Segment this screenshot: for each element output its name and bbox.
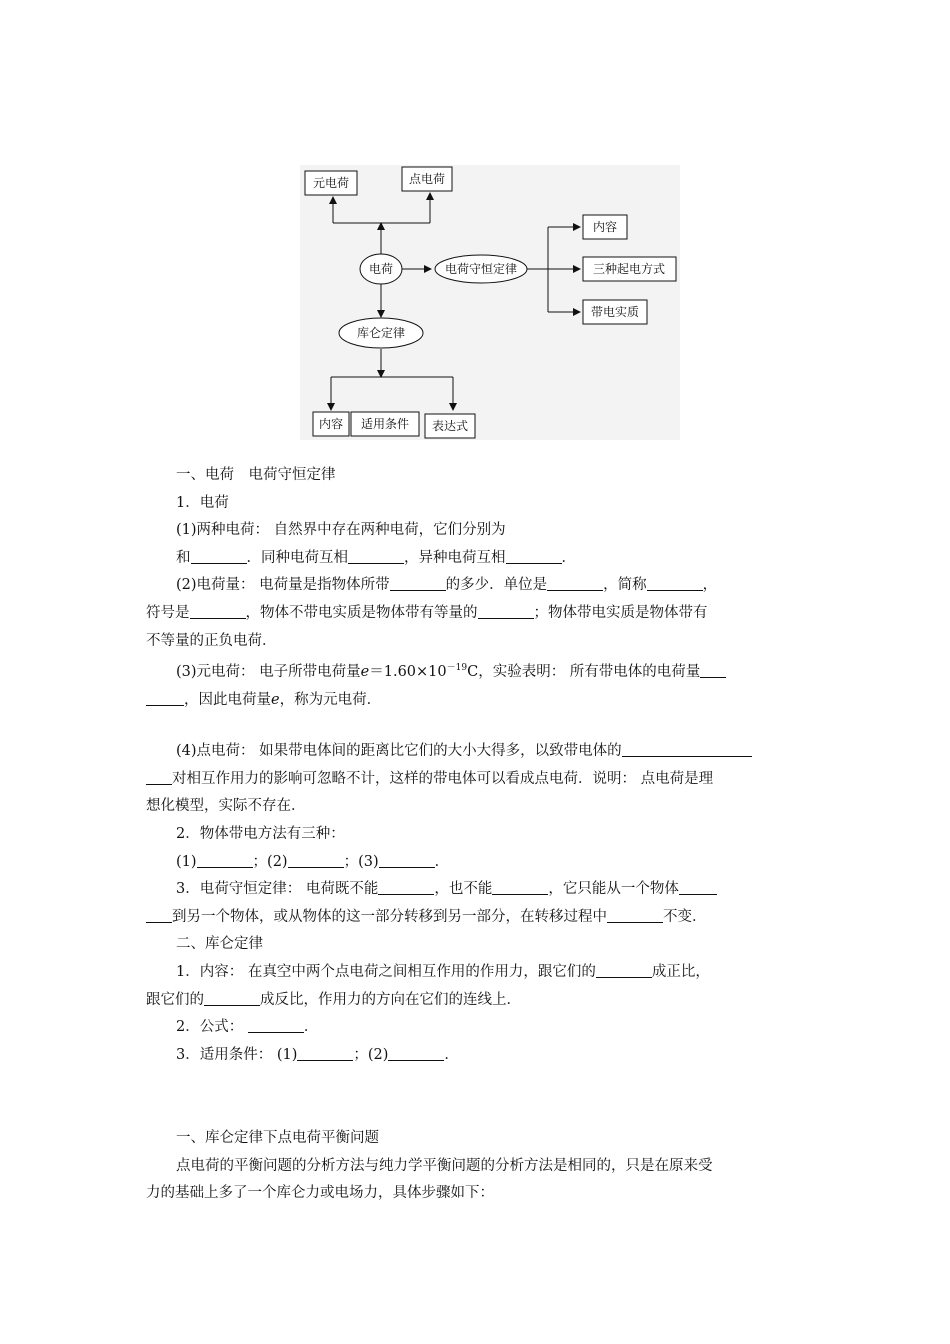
s3-line1: 点电荷的平衡问题的分析方法与纯力学平衡问题的分析方法是相同的，只是在原来受 bbox=[176, 1157, 713, 1174]
label-conditions: 适用条件 bbox=[360, 417, 410, 431]
p2-line1 bbox=[146, 572, 811, 600]
item-methods: 2．物体带电方法有三种： bbox=[176, 825, 345, 842]
cond-a: 3．适用条件： (1) bbox=[176, 1046, 298, 1063]
c-b: ，也不能 bbox=[434, 881, 493, 898]
p2-e: 符号是 bbox=[146, 604, 190, 621]
m-d: ． bbox=[434, 853, 450, 870]
p3-e-symbol: e bbox=[271, 691, 280, 708]
p2-line2 bbox=[146, 600, 811, 628]
blank[interactable] bbox=[647, 573, 703, 591]
label-expression: 表达式 bbox=[431, 419, 469, 433]
p1-mid2: ，异种电荷互相 bbox=[404, 549, 506, 566]
blank[interactable] bbox=[388, 1043, 444, 1061]
blank[interactable] bbox=[248, 1015, 304, 1033]
blank[interactable] bbox=[191, 546, 247, 564]
p4-line3: 想化模型，实际不存在． bbox=[146, 798, 306, 815]
label-cons-content: 内容 bbox=[592, 220, 618, 234]
methods-blanks bbox=[146, 849, 811, 877]
p1-pre: 和 bbox=[176, 549, 191, 566]
blank[interactable] bbox=[506, 546, 562, 564]
blank[interactable] bbox=[378, 877, 434, 895]
cond-b: ；(2) bbox=[353, 1046, 389, 1063]
label-point-charge: 点电荷 bbox=[408, 172, 446, 186]
c-c: ，它只能从一个物体 bbox=[548, 881, 679, 898]
label-three-methods: 三种起电方式 bbox=[592, 262, 666, 276]
m-c: ；(3) bbox=[343, 853, 379, 870]
blank[interactable] bbox=[146, 688, 184, 706]
label-coulomb: 库仑定律 bbox=[356, 326, 406, 340]
p3-b: ＝1.60×10 bbox=[369, 663, 447, 680]
p1-line2 bbox=[146, 545, 811, 573]
conditions-line bbox=[146, 1042, 811, 1070]
p2-c: ，简称 bbox=[603, 577, 647, 594]
document-body bbox=[146, 462, 811, 1208]
c-e: 不变． bbox=[663, 908, 707, 925]
blank[interactable] bbox=[146, 767, 172, 785]
concept-diagram bbox=[300, 165, 680, 440]
blank[interactable] bbox=[547, 573, 603, 591]
f-a: 2．公式： bbox=[176, 1019, 248, 1036]
label-coulomb-content: 内容 bbox=[318, 417, 344, 431]
blank[interactable] bbox=[204, 988, 260, 1006]
label-charge: 电荷 bbox=[368, 262, 394, 276]
blank[interactable] bbox=[390, 573, 446, 591]
cond-c: ． bbox=[444, 1046, 459, 1063]
blank[interactable] bbox=[146, 905, 172, 923]
coulomb-line2 bbox=[146, 987, 811, 1015]
label-conservation: 电荷守恒定律 bbox=[444, 262, 518, 276]
p2-g: ；物体带电实质是物体带有 bbox=[533, 604, 708, 621]
c-d: 到另一个物体，或从物体的这一部分转移到另一部分，在转移过程中 bbox=[172, 908, 607, 925]
p3-a: (3)元电荷： 电子所带电荷量 bbox=[176, 663, 361, 680]
p1-mid1: ．同种电荷互相 bbox=[246, 549, 348, 566]
section-3-title: 一、库仑定律下点电荷平衡问题 bbox=[176, 1130, 379, 1147]
p3-d: ，因此电荷量 bbox=[184, 691, 271, 708]
label-elementary-charge: 元电荷 bbox=[312, 176, 350, 190]
p3-f: ，称为元电荷． bbox=[279, 691, 382, 708]
concept-diagram-svg bbox=[300, 165, 680, 440]
m-a: (1) bbox=[176, 853, 197, 870]
p3-exponent: －19 bbox=[446, 663, 468, 674]
m-b: ；(2) bbox=[252, 853, 288, 870]
p3-line1 bbox=[146, 655, 811, 686]
coulomb-line1 bbox=[146, 959, 811, 987]
p4-a: (4)点电荷： 如果带电体间的距离比它们的大小大得多，以致带电体的 bbox=[176, 743, 622, 760]
blank[interactable] bbox=[607, 905, 663, 923]
blank[interactable] bbox=[190, 601, 246, 619]
f-b: ． bbox=[303, 1019, 319, 1036]
c-a: 3．电荷守恒定律： 电荷既不能 bbox=[176, 881, 379, 898]
s3-line2: 力的基础上多了一个库仑力或电场力，具体步骤如下： bbox=[146, 1185, 494, 1202]
blank[interactable] bbox=[492, 877, 548, 895]
blank[interactable] bbox=[288, 850, 344, 868]
blank[interactable] bbox=[348, 546, 404, 564]
p3-c: C，实验表明： 所有带电体的电荷量 bbox=[467, 663, 701, 680]
blank[interactable] bbox=[197, 850, 253, 868]
k-b: 成正比， bbox=[651, 963, 710, 980]
section-1-title: 一、电荷 电荷守恒定律 bbox=[176, 467, 336, 483]
p2-line3: 不等量的正负电荷． bbox=[146, 632, 277, 649]
blank[interactable] bbox=[379, 850, 435, 868]
p2-f: ，物体不带电实质是物体带有等量的 bbox=[245, 604, 478, 621]
blank[interactable] bbox=[700, 660, 726, 678]
conservation-line2 bbox=[146, 904, 811, 932]
blank[interactable] bbox=[679, 877, 717, 895]
item-charge: 1．电荷 bbox=[176, 494, 229, 511]
p2-b: 的多少．单位是 bbox=[445, 577, 548, 594]
k-c: 跟它们的 bbox=[146, 991, 204, 1008]
label-essence: 带电实质 bbox=[590, 305, 640, 319]
k-d: 成反比，作用力的方向在它们的连线上． bbox=[260, 991, 521, 1008]
p4-line1 bbox=[146, 738, 811, 766]
formula-line bbox=[146, 1014, 811, 1042]
blank[interactable] bbox=[596, 960, 652, 978]
p3-e-symbol: e bbox=[360, 663, 370, 680]
blank[interactable] bbox=[297, 1043, 353, 1061]
blank[interactable] bbox=[622, 739, 752, 757]
p1-line1: (1)两种电荷： 自然界中存在两种电荷，它们分别为 bbox=[176, 522, 506, 539]
p4-b: 对相互作用力的影响可忽略不计，这样的带电体可以看成点电荷．说明： 点电荷是理 bbox=[172, 770, 714, 787]
p3-line2 bbox=[146, 687, 811, 715]
conservation-line1 bbox=[146, 876, 811, 904]
p4-line2 bbox=[146, 766, 811, 794]
blank[interactable] bbox=[478, 601, 534, 619]
p2-d: ， bbox=[702, 577, 718, 594]
p2-a: (2)电荷量： 电荷量是指物体所带 bbox=[176, 577, 390, 594]
section-2-title: 二、库仑定律 bbox=[176, 936, 263, 953]
p1-end: ． bbox=[561, 549, 576, 566]
k-a: 1．内容： 在真空中两个点电荷之间相互作用的作用力，跟它们的 bbox=[176, 963, 596, 980]
